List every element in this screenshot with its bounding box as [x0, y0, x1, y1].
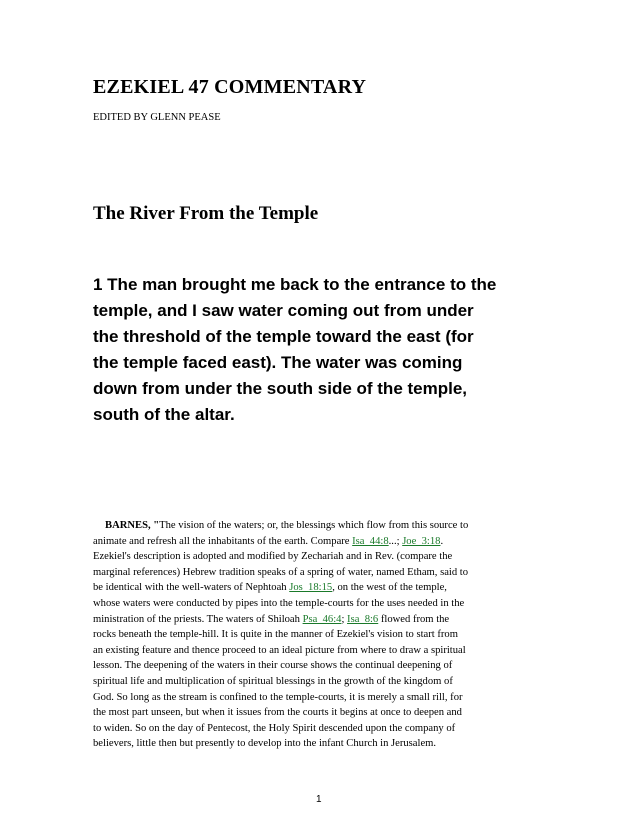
commentary-line: spiritual life and multiplication of spiritual blessings in the growth of the kingdom of	[93, 675, 453, 687]
commentary-line: to widen. So on the day of Pentecost, the Holy Spirit descended upon the company of	[93, 722, 456, 734]
verse-line: down from under the south side of the temple,	[93, 379, 468, 398]
commentary-text: The vision of the waters; or, the blessings which flow from this source to	[159, 520, 469, 531]
commentary-paragraph	[93, 518, 553, 752]
scripture-link-joe-3-18[interactable]: Joe_3:18	[402, 535, 441, 547]
verse-line: 1 The man brought me back to the entrance to the	[93, 275, 497, 294]
commentary-text: be identical with the well-waters of Nephtoah	[93, 582, 290, 594]
commentary-text: , on the west of the temple,	[332, 582, 447, 594]
commentary-line: lesson. The deepening of the waters in their course shows the continual deepening of	[93, 660, 453, 672]
commentary-text: .	[440, 535, 444, 547]
section-heading: The River From the Temple	[93, 203, 319, 224]
commentary-author: BARNES, "	[105, 520, 160, 531]
commentary-line: Ezekiel's description is adopted and modified by Zechariah and in Rev. (compare the	[93, 551, 453, 563]
commentary-line	[93, 612, 553, 628]
verse-line: south of the altar.	[93, 405, 235, 424]
document-title: EZEKIEL 47 COMMENTARY	[93, 76, 367, 98]
verse-line: the threshold of the temple toward the east (for	[93, 327, 474, 346]
commentary-text: ministration of the priests. The waters of Shiloah	[93, 613, 303, 625]
document-subtitle: EDITED BY GLENN PEASE	[93, 112, 221, 123]
page-number: 1	[316, 794, 322, 805]
commentary-text: ...;	[388, 535, 403, 547]
commentary-text: flowed from the	[378, 613, 450, 625]
commentary-line: God. So long as the stream is confined to the temple-courts, it is merely a small rill, for	[93, 691, 463, 703]
verse-line: the temple faced east). The water was coming	[93, 353, 463, 372]
commentary-line: the most part unseen, but when it issues from the courts it begins at once to deepen and	[93, 707, 462, 719]
commentary-line: believers, little then but presently to develop into the infant Church in Jerusalem.	[93, 738, 437, 750]
scripture-link-isa-8-6[interactable]: Isa_8:6	[347, 613, 379, 625]
commentary-line	[93, 518, 553, 534]
verse-text	[93, 272, 553, 428]
commentary-line: rocks beneath the temple-hill. It is quite in the manner of Ezekiel's vision to start from	[93, 629, 458, 641]
commentary-text: animate and refresh all the inhabitants of the earth. Compare	[93, 535, 353, 547]
commentary-line: an existing feature and thence proceed to an ideal picture from where to draw a spiritual	[93, 644, 466, 656]
scripture-link-psa-46-4[interactable]: Psa_46:4	[302, 613, 342, 625]
commentary-line	[93, 534, 553, 550]
commentary-line: marginal references) Hebrew tradition speaks of a spring of water, named Etham, said to	[93, 566, 469, 578]
scripture-link-jos-18-15[interactable]: Jos_18:15	[289, 582, 333, 594]
commentary-line: whose waters were conducted by pipes into the temple-courts for the uses needed in the	[93, 597, 465, 609]
verse-line: temple, and I saw water coming out from under	[93, 301, 474, 320]
commentary-text: ;	[341, 613, 348, 625]
commentary-line	[93, 580, 553, 596]
scripture-link-isa-44-8[interactable]: Isa_44:8	[352, 535, 389, 547]
